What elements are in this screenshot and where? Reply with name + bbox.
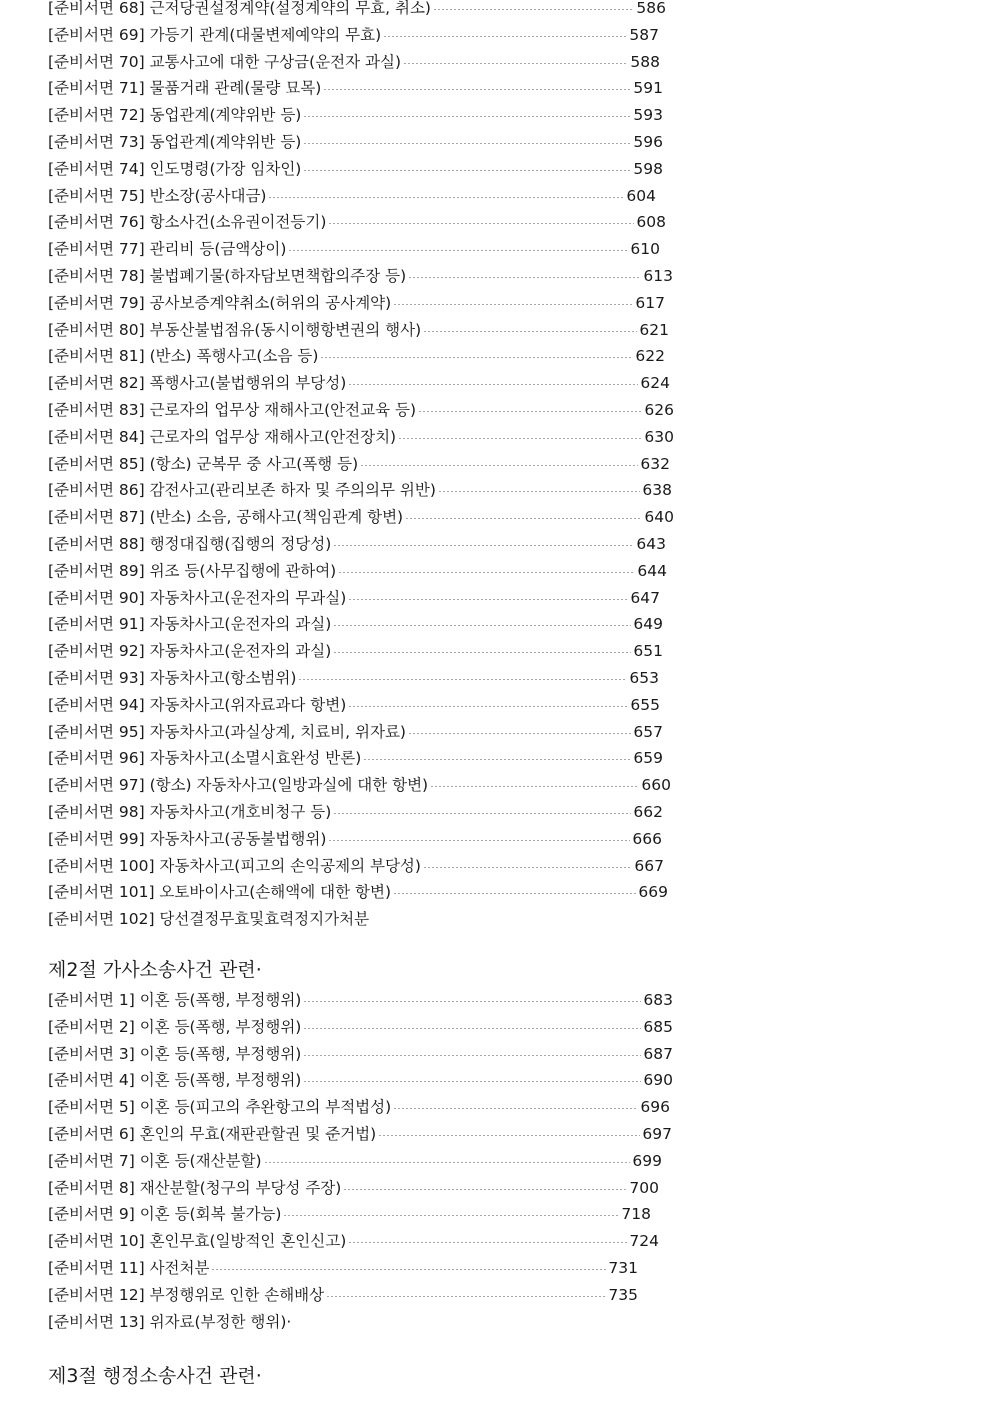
toc-entry-label: [준비서면 6] 혼인의 무효(재판관할권 및 준거법) — [48, 1125, 377, 1143]
toc-entry-label: [준비서면 91] 자동차사고(운전자의 과실) — [48, 615, 332, 634]
section-title: 제3절 행정소송사건 관련· — [48, 1365, 262, 1387]
toc-page-number: 591 — [633, 79, 663, 98]
toc-page-number: 638 — [642, 481, 672, 500]
toc-entry — [48, 1282, 638, 1308]
toc-page-number: 735 — [608, 1285, 638, 1304]
toc-entry-label: [준비서면 71] 물품거래 관례(물량 묘목) — [48, 79, 322, 98]
toc-entry-label: [준비서면 8] 재산분할(청구의 부당성 주장) — [48, 1178, 342, 1197]
toc-dot-leader — [323, 89, 631, 90]
toc-entry — [48, 692, 660, 718]
toc-page-number: 632 — [640, 454, 670, 473]
toc-dot-leader — [423, 867, 632, 868]
toc-entry — [48, 209, 666, 235]
toc-entry-label: [준비서면 11] 사전처분 — [48, 1259, 210, 1277]
toc-dot-leader — [408, 733, 631, 734]
toc-dot-leader — [303, 170, 631, 171]
toc-entry-label: [준비서면 80] 부동산불법점유(동시이행항변권의 행사) — [48, 320, 422, 339]
toc-dot-leader — [430, 786, 639, 787]
toc-dot-leader — [303, 1028, 641, 1029]
toc-entry — [48, 1094, 670, 1120]
toc-dot-leader — [320, 357, 633, 358]
toc-dot-leader — [303, 1055, 641, 1056]
toc-entry — [48, 22, 659, 48]
toc-dot-leader — [348, 384, 638, 385]
toc-entry-label: [준비서면 10] 혼인무효(일방적인 혼인신고) — [48, 1232, 347, 1251]
toc-dot-leader — [403, 63, 628, 64]
toc-entry — [48, 129, 663, 155]
toc-page-number: 660 — [641, 776, 671, 795]
toc-dot-leader — [283, 1215, 619, 1216]
toc-entry — [48, 987, 673, 1013]
toc-entry — [48, 1309, 291, 1335]
toc-entry — [48, 49, 660, 75]
toc-entry — [48, 531, 666, 557]
toc-dot-leader — [268, 197, 624, 198]
toc-entry-label: [준비서면 69] 가등기 관계(대물변제예약의 무효) — [48, 25, 382, 44]
toc-page-number: 662 — [633, 803, 663, 821]
toc-dot-leader — [298, 679, 627, 680]
toc-dot-leader — [333, 545, 634, 546]
toc-entry-label: [준비서면 68] 근저당권설정계약(설정계약의 무효, 취소) — [48, 0, 431, 17]
toc-page-number: 724 — [629, 1232, 659, 1251]
toc-page-number: 643 — [636, 535, 666, 553]
toc-entry — [48, 370, 670, 396]
toc-page-number: 659 — [633, 749, 663, 768]
toc-dot-leader — [438, 491, 640, 492]
toc-entry-label: [준비서면 100] 자동차사고(피고의 손익공제의 부당성) — [48, 856, 421, 875]
toc-entry — [48, 1121, 672, 1147]
toc-entry-label: [준비서면 90] 자동차사고(운전자의 무과실) — [48, 588, 347, 607]
toc-entry-label: [준비서면 79] 공사보증계약취소(허위의 공사계약) — [48, 293, 392, 312]
toc-entry-label: [준비서면 74] 인도명령(가장 임차인) — [48, 159, 302, 178]
toc-entry-label: [준비서면 84] 근로자의 업무상 재해사고(안전장치) — [48, 427, 397, 446]
toc-entry-label: [준비서면 88] 행정대집행(집행의 정당성) — [48, 535, 332, 553]
toc-entry-label: [준비서면 97] (항소) 자동차사고(일방과실에 대한 항변) — [48, 776, 429, 795]
toc-dot-leader — [211, 1269, 606, 1270]
toc-dot-leader — [348, 599, 628, 600]
toc-entry-label: [준비서면 89] 위조 등(사무집행에 관하여) — [48, 561, 337, 580]
toc-page-number: 587 — [629, 25, 659, 44]
toc-entry-label: [준비서면 1] 이혼 등(폭행, 부정행위) — [48, 991, 302, 1009]
toc-entry-label: [준비서면 82] 폭행사고(불법행위의 부당성) — [48, 374, 347, 393]
toc-entry — [48, 1014, 673, 1040]
toc-dot-leader — [408, 277, 641, 278]
toc-page-number: 586 — [636, 0, 666, 17]
toc-page-number: 598 — [633, 159, 663, 178]
toc-entry — [48, 799, 663, 825]
toc-entry — [48, 102, 663, 128]
toc-entry-label: [준비서면 72] 동업관계(계약위반 등) — [48, 106, 302, 125]
toc-entry — [48, 236, 660, 262]
toc-entry — [48, 745, 663, 771]
toc-dot-leader — [398, 438, 642, 439]
toc-entry-label: [준비서면 73] 동업관계(계약위반 등) — [48, 133, 302, 151]
toc-dot-leader — [303, 116, 631, 117]
toc-page-number: 630 — [644, 427, 674, 446]
toc-entry — [48, 1201, 651, 1227]
toc-entry-label: [준비서면 75] 반소장(공사대금) — [48, 186, 267, 205]
toc-entry-label: [준비서면 78] 불법폐기물(하자담보면책합의주장 등) — [48, 267, 407, 285]
toc-dot-leader — [326, 1296, 606, 1297]
toc-page-number: 699 — [632, 1151, 662, 1170]
toc-entry-label: [준비서면 77] 관리비 등(금액상이) — [48, 240, 287, 259]
toc-entry — [48, 611, 663, 637]
toc-page-number: 655 — [630, 695, 660, 714]
toc-dot-leader — [378, 1135, 640, 1136]
toc-entry — [48, 1175, 659, 1201]
toc-entry-label: [준비서면 101] 오토바이사고(손해액에 대한 항변) — [48, 883, 391, 902]
toc-page-number: 621 — [639, 320, 669, 339]
toc-entry — [48, 504, 674, 530]
toc-page-number: 588 — [630, 52, 660, 71]
toc-entry — [48, 879, 668, 905]
toc-dot-leader — [363, 759, 631, 760]
toc-dot-leader — [433, 9, 634, 10]
toc-page-number: 666 — [632, 829, 662, 848]
toc-page-number: 685 — [643, 1017, 673, 1036]
toc-page-number: 593 — [633, 106, 663, 125]
toc-page-number: 697 — [642, 1125, 672, 1143]
toc-dot-leader — [348, 1242, 627, 1243]
toc-entry — [48, 638, 663, 664]
toc-entry — [48, 263, 673, 289]
toc-entry — [48, 558, 667, 584]
toc-entry — [48, 317, 669, 343]
toc-entry — [48, 424, 674, 450]
toc-entry — [48, 1255, 638, 1281]
toc-entry-label: [준비서면 2] 이혼 등(폭행, 부정행위) — [48, 1017, 302, 1036]
toc-page-number: 651 — [633, 642, 663, 661]
toc-entry — [48, 772, 671, 798]
section-title: 제2절 가사소송사건 관련· — [48, 959, 262, 981]
toc-page-number: 640 — [644, 508, 674, 527]
toc-dot-leader — [328, 840, 630, 841]
toc-entry — [48, 156, 663, 182]
toc-entry — [48, 665, 659, 691]
toc-entry — [48, 397, 674, 423]
toc-entry — [48, 290, 665, 316]
toc-entry-label: [준비서면 76] 항소사건(소유권이전등기) — [48, 213, 327, 232]
toc-entry-label: [준비서면 5] 이혼 등(피고의 추완항고의 부적법성) — [48, 1098, 392, 1117]
toc-dot-leader — [418, 411, 642, 412]
toc-dot-leader — [343, 1189, 627, 1190]
toc-page-number: 608 — [636, 213, 666, 232]
toc-entry-label: [준비서면 95] 자동차사고(과실상계, 치료비, 위자료) — [48, 722, 406, 741]
toc-page-number: 613 — [643, 267, 673, 285]
toc-dot-leader — [333, 625, 631, 626]
toc-entry — [48, 477, 672, 503]
toc-dot-leader — [393, 1108, 638, 1109]
toc-page-number: 718 — [621, 1205, 651, 1224]
toc-dot-leader — [288, 250, 628, 251]
toc-entry — [48, 75, 663, 101]
toc-entry-label: [준비서면 87] (반소) 소음, 공해사고(책임관계 항변) — [48, 508, 404, 527]
toc-entry — [48, 0, 666, 21]
toc-entry-label: [준비서면 12] 부정행위로 인한 손해배상 — [48, 1285, 325, 1304]
toc-dot-leader — [393, 893, 636, 894]
toc-dot-leader — [303, 143, 631, 144]
toc-entry-label: [준비서면 83] 근로자의 업무상 재해사고(안전교육 등) — [48, 401, 417, 419]
toc-page-number: 657 — [633, 722, 663, 741]
toc-entry — [48, 343, 665, 369]
toc-page-number: 700 — [629, 1178, 659, 1197]
toc-page-number: 617 — [635, 293, 665, 312]
toc-page-number: 690 — [643, 1071, 673, 1090]
toc-dot-leader — [348, 706, 628, 707]
toc-dot-leader — [383, 36, 627, 37]
toc-page-number: 622 — [635, 347, 665, 366]
toc-entry-label: [준비서면 9] 이혼 등(회복 불가능) — [48, 1205, 282, 1224]
toc-dot-leader — [338, 572, 635, 573]
toc-entry-label: [준비서면 13] 위자료(부정한 행위)· — [48, 1312, 292, 1331]
toc-page-number: 610 — [630, 240, 660, 259]
toc-entry-label: [준비서면 94] 자동차사고(위자료과다 항변) — [48, 695, 347, 714]
toc-entry-label: [준비서면 86] 감전사고(관리보존 하자 및 주의의무 위반) — [48, 481, 436, 500]
toc-entry-label: [준비서면 4] 이혼 등(폭행, 부정행위) — [48, 1071, 302, 1090]
toc-dot-leader — [328, 223, 634, 224]
toc-dot-leader — [423, 331, 637, 332]
toc-entry-label: [준비서면 7] 이혼 등(재산분할) — [48, 1151, 262, 1170]
toc-dot-leader — [333, 813, 631, 814]
toc-dot-leader — [303, 1001, 641, 1002]
toc-dot-leader — [393, 304, 633, 305]
toc-entry-label: [준비서면 70] 교통사고에 대한 구상금(운전자 과실) — [48, 52, 402, 71]
toc-dot-leader — [333, 652, 631, 653]
toc-entry-label: [준비서면 92] 자동차사고(운전자의 과실) — [48, 642, 332, 661]
toc-page-number: 647 — [630, 588, 660, 607]
toc-dot-leader — [360, 465, 638, 466]
toc-entry-label: [준비서면 81] (반소) 폭행사고(소음 등) — [48, 347, 319, 366]
toc-entry-label: [준비서면 99] 자동차사고(공동불법행위) — [48, 829, 327, 848]
toc-page-number: 731 — [608, 1259, 638, 1277]
toc-page-number: 644 — [637, 561, 667, 580]
toc-dot-leader — [264, 1162, 631, 1163]
toc-page-number: 669 — [638, 883, 668, 902]
toc-entry — [48, 585, 660, 611]
toc-entry-label: [준비서면 93] 자동차사고(항소범위) — [48, 669, 297, 687]
toc-page-number: 649 — [633, 615, 663, 634]
toc-page-number: 604 — [626, 186, 656, 205]
toc-page-number: 687 — [643, 1044, 673, 1063]
toc-entry-label: [준비서면 102] 당선결정무효및효력정지가처분 — [48, 910, 370, 929]
toc-entry — [48, 1148, 662, 1174]
toc-entry-label: [준비서면 3] 이혼 등(폭행, 부정행위) — [48, 1044, 302, 1063]
toc-entry — [48, 719, 663, 745]
toc-page-number: 696 — [640, 1098, 670, 1117]
toc-page-number: 667 — [634, 856, 664, 875]
toc-page-number: 624 — [640, 374, 670, 393]
toc-entry-label: [준비서면 96] 자동차사고(소멸시효완성 반론) — [48, 749, 362, 768]
toc-dot-leader — [405, 518, 642, 519]
toc-entry-label: [준비서면 98] 자동차사고(개호비청구 등) — [48, 803, 332, 821]
toc-page-number: 626 — [644, 401, 674, 419]
toc-entry — [48, 451, 670, 477]
toc-dot-leader — [303, 1081, 641, 1082]
toc-entry-label: [준비서면 85] (항소) 군복무 중 사고(폭행 등) — [48, 454, 359, 473]
toc-page-number: 653 — [629, 669, 659, 687]
toc-page-number: 683 — [643, 991, 673, 1009]
toc-entry — [48, 906, 369, 932]
toc-page-number: 596 — [633, 133, 663, 151]
toc-entry — [48, 853, 664, 879]
toc-entry — [48, 183, 656, 209]
toc-entry — [48, 1067, 673, 1093]
toc-entry — [48, 1041, 673, 1067]
toc-entry — [48, 826, 662, 852]
toc-entry — [48, 1228, 659, 1254]
